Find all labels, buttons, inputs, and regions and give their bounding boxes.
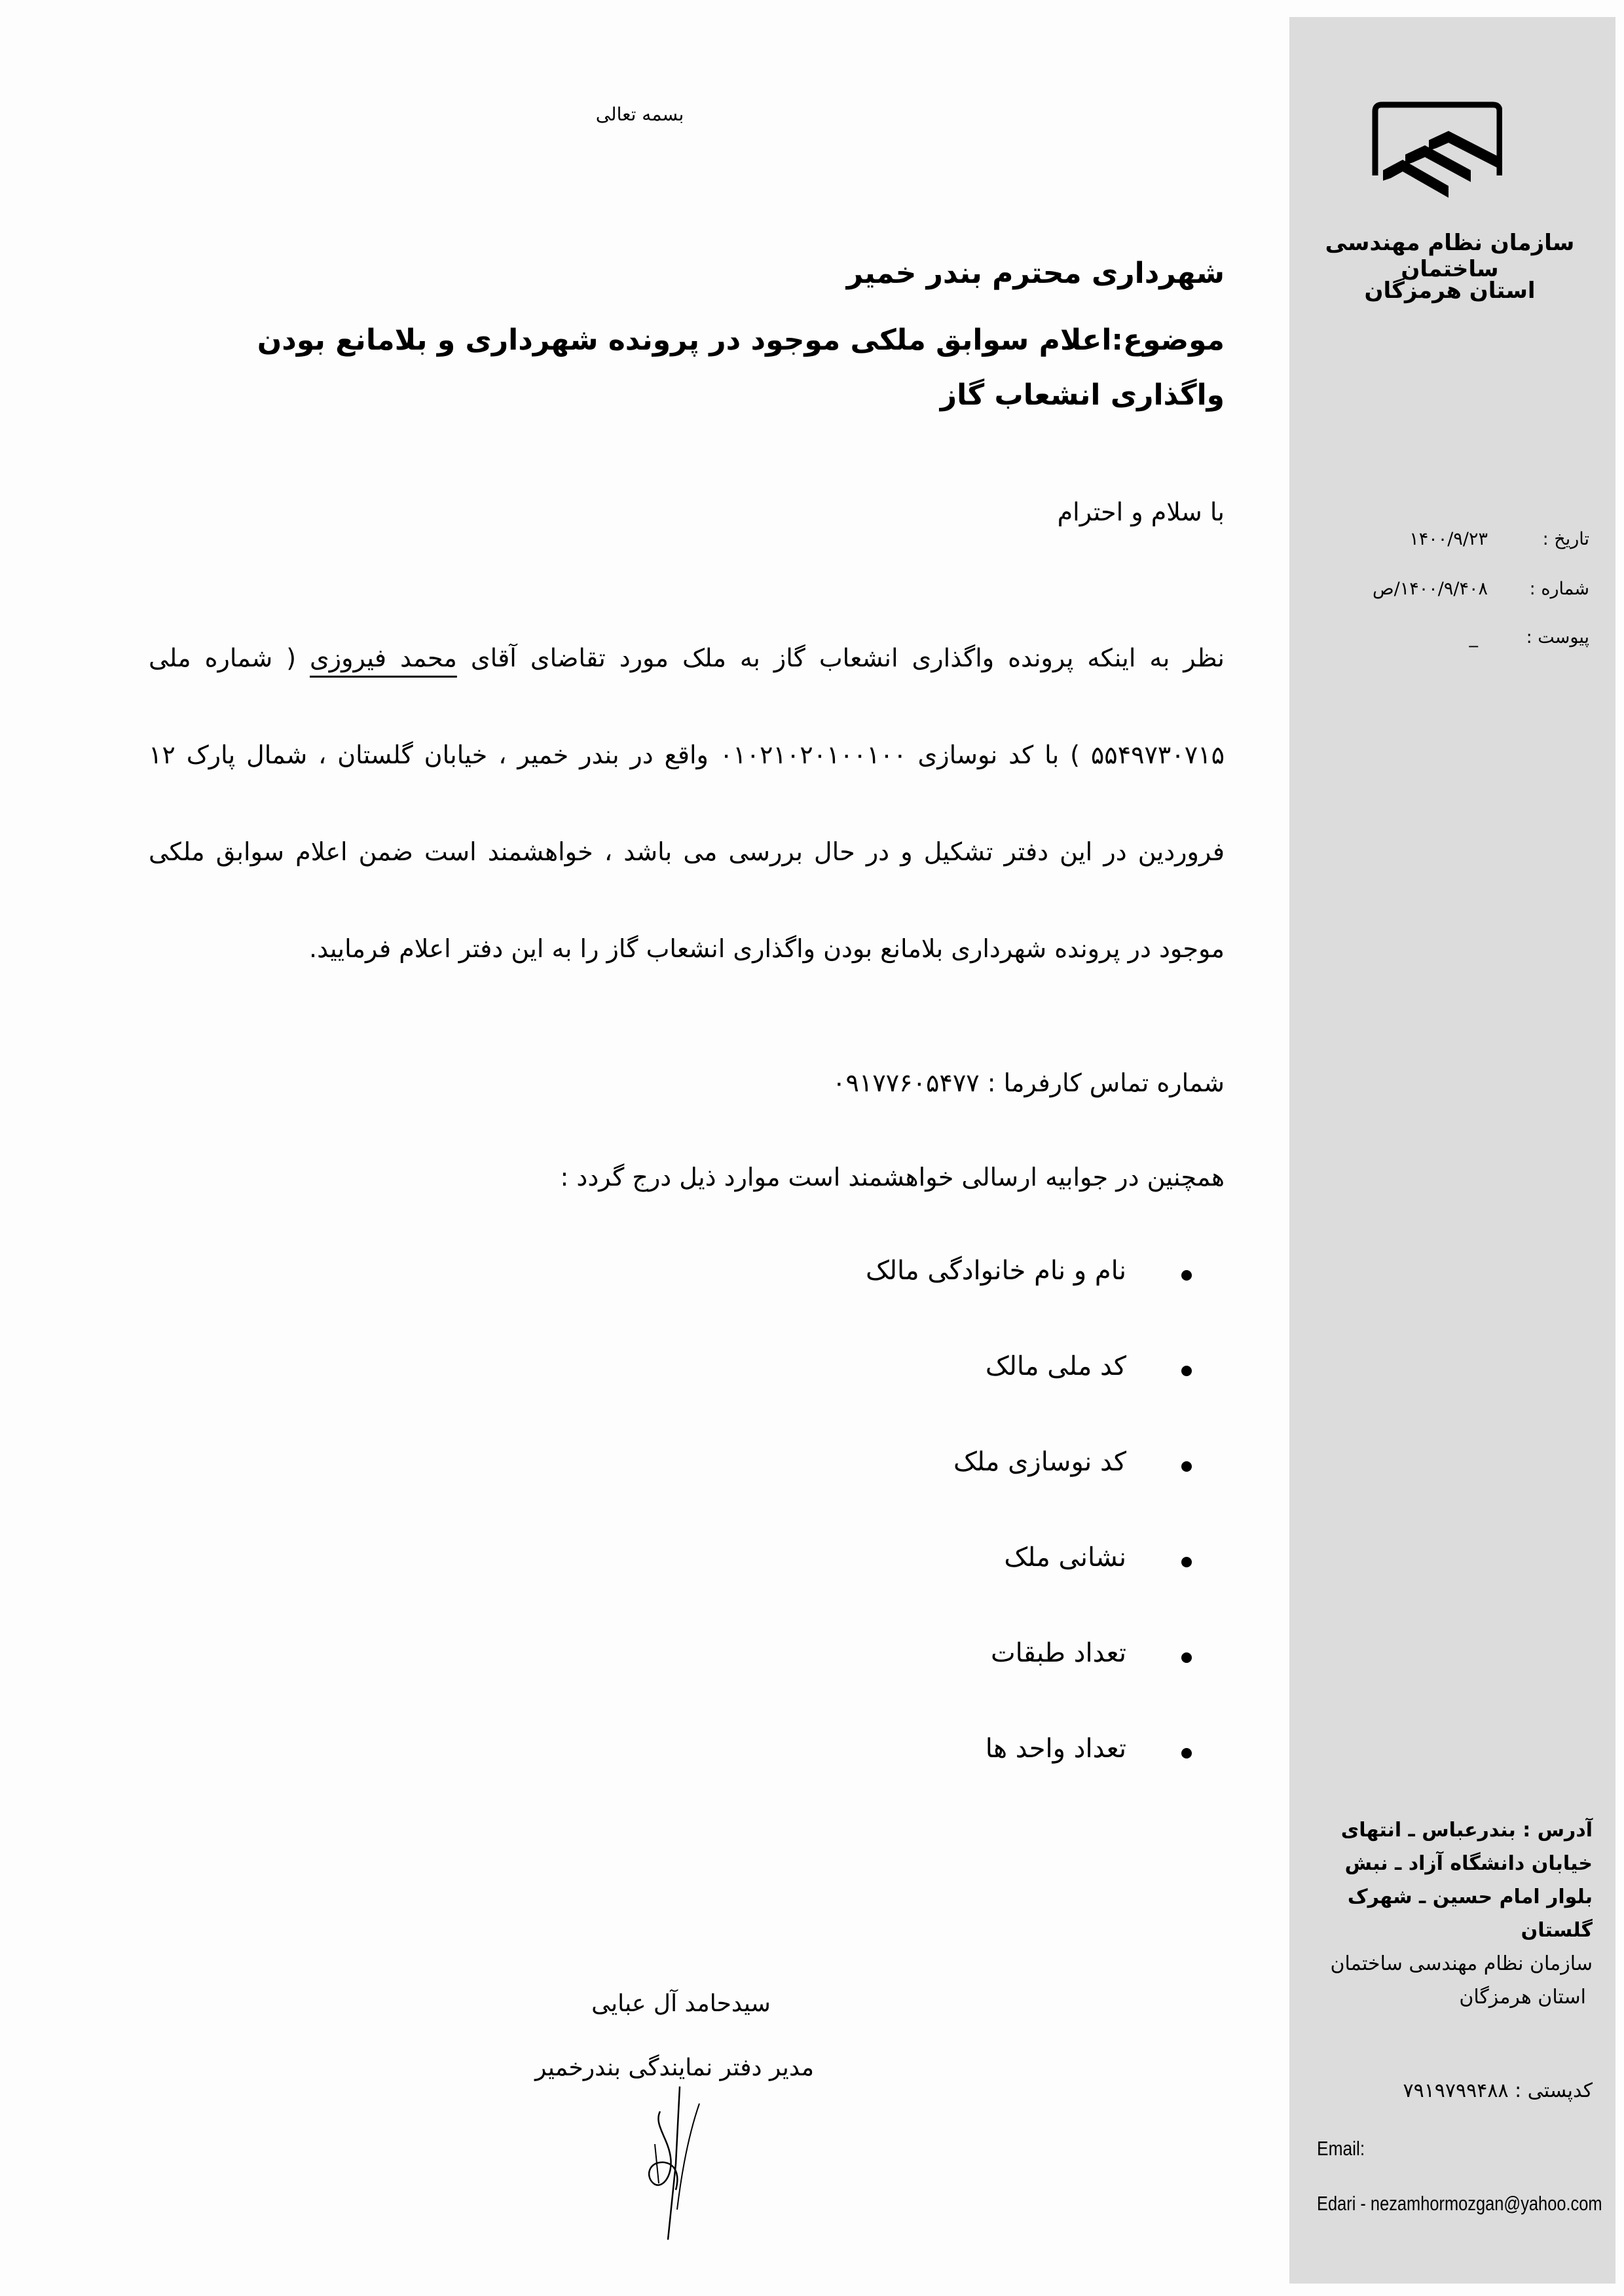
bullet-icon	[1181, 1748, 1192, 1758]
bullet-icon	[1181, 1270, 1192, 1281]
bullet-icon	[1181, 1557, 1192, 1567]
signatory-title: مدیر دفتر نمایندگی بندرخمیر	[534, 2054, 815, 2081]
handwritten-signature-icon	[642, 2085, 720, 2242]
request-intro: همچنین در جوابیه ارسالی خواهشمند است موارد ذیل درج گردد :	[560, 1163, 1225, 1192]
list-item-text: کد ملی مالک	[985, 1351, 1126, 1381]
bullet-icon	[1181, 1366, 1192, 1376]
address-line: خیابان دانشگاه آزاد ـ نبش	[1344, 1852, 1593, 1875]
employer-contact: شماره تماس کارفرما : ۰۹۱۷۷۶۰۵۴۷۷	[832, 1068, 1225, 1097]
letterhead-sidebar	[1289, 17, 1615, 2284]
attachment-value: _	[1469, 627, 1478, 647]
date-label: تاریخ :	[1542, 529, 1589, 549]
greeting: با سلام و احترام	[1057, 498, 1225, 526]
address-line: سازمان نظام مهندسی ساختمان	[1330, 1952, 1593, 1975]
applicant-name: محمد فیروزی	[310, 644, 457, 672]
list-item-text: نام و نام خانوادگی مالک	[866, 1256, 1126, 1286]
requested-items-list	[866, 1256, 1179, 1829]
body-text-part2: ( شماره ملی ۵۵۴۹۷۳۰۷۱۵ ) با کد نوسازی ۰۱۰۲۱۰۲۰۱۰۰۱۰۰ واقع در بندر خمیر ، خیابان گلستان ، شمال پارک ۱۲ فروردین در این دفتر تشکیل و در حال بررسی می باشد ، خواهشمند است ضمن اعلام سوابق ملکی موجود در پرونده شهرداری بلامانع بودن واگذاری انشعاب گاز را به این دفتر اعلام فرمایید.	[149, 644, 1225, 963]
date-row	[1289, 529, 1615, 562]
list-item	[866, 1351, 1179, 1447]
number-row	[1289, 579, 1615, 611]
address-line: آدرس : بندرعباس ـ انتهای	[1340, 1819, 1593, 1842]
address-line: استان هرمزگان	[1459, 1986, 1586, 2009]
date-value: ۱۴۰۰/۹/۲۳	[1409, 529, 1488, 549]
bismillah-heading: بسمه تعالی	[595, 103, 684, 125]
email-address: Edari - nezamhormozgan@yahoo.com	[1317, 2192, 1602, 2215]
body-paragraph	[149, 610, 1225, 997]
engineering-organization-logo-icon	[1371, 100, 1502, 204]
list-item	[866, 1638, 1179, 1734]
email-label: Email:	[1317, 2137, 1365, 2160]
address-line: بلوار امام حسین ـ شهرک	[1347, 1886, 1593, 1908]
body-text-part1: نظر به اینکه پرونده واگذاری انشعاب گاز به ملک مورد تقاضای آقای	[456, 644, 1225, 672]
attachment-row	[1289, 627, 1615, 660]
subject: موضوع:اعلام سوابق ملکی موجود در پرونده شهرداری و بلامانع بودن واگذاری انشعاب گاز	[257, 323, 1225, 412]
org-province: استان هرمزگان	[1364, 278, 1536, 304]
org-name: سازمان نظام مهندسی ساختمان	[1325, 230, 1575, 282]
bullet-icon	[1181, 1652, 1192, 1663]
number-label: شماره :	[1529, 579, 1589, 599]
list-item	[866, 1542, 1179, 1638]
bullet-icon	[1181, 1461, 1192, 1472]
list-item	[866, 1256, 1179, 1351]
list-item-text: تعداد واحد ها	[985, 1734, 1126, 1764]
list-item	[866, 1734, 1179, 1829]
number-value: ۱۴۰۰/۹/۴۰۸/ص	[1373, 579, 1488, 599]
list-item-text: کد نوسازی ملک	[953, 1447, 1126, 1477]
address-block	[1318, 1813, 1593, 2014]
postal-code: کدپستی : ۷۹۱۹۷۹۹۴۸۸	[1403, 2079, 1593, 2102]
list-item	[866, 1447, 1179, 1542]
signatory-name: سیدحامد آل عبایی	[591, 1990, 771, 2017]
address-line: گلستان	[1521, 1919, 1593, 1942]
attachment-label: پیوست :	[1526, 627, 1589, 647]
recipient: شهرداری محترم بندر خمیر	[846, 257, 1225, 290]
list-item-text: تعداد طبقات	[990, 1638, 1126, 1668]
list-item-text: نشانی ملک	[1004, 1542, 1126, 1573]
